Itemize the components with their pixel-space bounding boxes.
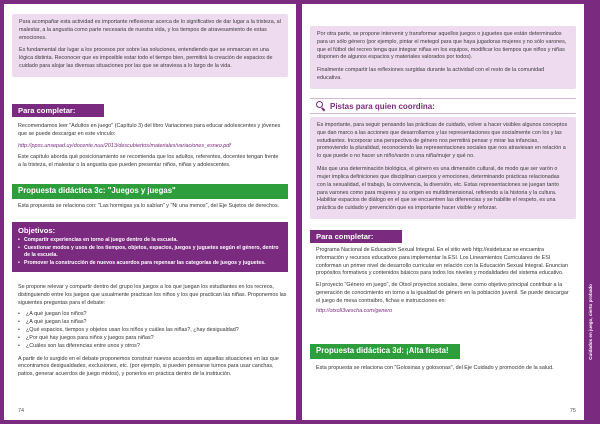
para-completar-section xyxy=(12,104,288,170)
intervention-box xyxy=(310,26,576,89)
pistas-header xyxy=(310,98,576,114)
objetivos-box xyxy=(12,222,288,272)
question-item: • ¿A qué juegan las niñas? xyxy=(18,319,288,327)
pistas-paragraph-1: Es importante, para seguir pensando las prácticas de cuidado, volver a hacer visibles algunos conceptos que dan marco a las acciones que desarrollamos y las representaciones que socialmente con los y las estudiantes. Incorporar una perspectiva de género nos permitirá pensar y mirar las infancias, promoviendo la pluralidad, reconociendo las representaciones sociales que nos atraviesan en relación a lo que puede o no hacer un niño/varón o una niña/mujer y qué no. xyxy=(317,122,568,160)
activity-paragraph-1: Se propone relevar y compartir dentro del grupo los juegos a los que juegan los estudiantes en los recreos, distinguiendo entre los juegos que usualmente practican los niños y los que practican las niñas. Proponemos las siguientes preguntas para el debate: xyxy=(18,284,287,306)
activity-paragraph-2: A partir de lo surgido en el debate proponemos construir nuevos acuerdos en aquellas situaciones en las que encontramos desigualdades, exclusiones, etc. (por ejemplo, si pueden pensarse turnos para usar canchas, patios, generar acuerdos de juego mixtos), y ponerlos en práctica dentro de la institución. xyxy=(18,355,279,378)
genero-en-juego-paragraph: El proyecto "Género en juego", de Otxol proyectos sociales, tiene como objetivo principal contribuir a la generación de conocimiento en torno a la igualdad de género en la población juvenil. Se puede descargar el juego de mesa contraibro, fichas e instrucciones en: xyxy=(316,282,569,304)
pistas-paragraph-2: Más que una determinación biológica, el género es una dimensión cultural, de modo que ser varón o mujer implica definiciones que disciplinan cuerpos y emociones, determinando prácticas relacionadas con la sexualidad, el trabajo, la convivencia, la diversión, etc. Estas representaciones se juegan tanto para varones como para mujeres y su origen es multidimensional, refiriendo a la historia y la cultura. Habilitar espacios de diálogo en el que se encuentren las diferencias y se habilite el respeto, es una práctica de cuidado y prevención que es importante hacer visible y reforzar. xyxy=(317,166,560,212)
resource-link[interactable]: http://ppss.unsepad.uy/docente.nuu/2013/descubiertos/materiales/variaciones_esneo.pdf xyxy=(18,142,231,149)
propuesta-3d-intro: Esta propuesta se relaciona con "Golosinas y golosonas", del Eje Cuidado y promoción de la salud. xyxy=(316,365,554,371)
para-completar-text: Recomendamos leer "Adultos en juego" (Capítulo 3) del libro Variaciones para educar adolescentes y jóvenes que se puede descargar en este vínculo: xyxy=(18,123,281,137)
page-number-right: 75 xyxy=(569,408,576,414)
magnifier-icon xyxy=(316,101,326,111)
propuesta-3d-section xyxy=(310,344,576,373)
right-page xyxy=(302,4,594,420)
propuesta-3c-section xyxy=(12,184,288,211)
page-number-left: 74 xyxy=(18,408,25,414)
side-tab-text: Cuidados en juego, cierto probado xyxy=(588,284,593,360)
intervention-paragraph-1: Por otra parte, se propone intervenir y transformar aquellos juegos o juguetes que están determinados para un sólo género (por ejemplo, pintar el metegol para que haya jugadoras mujeres y no sólo varones, que el fútbol del recreo tenga que integrar niñas en los equipos, modificar los tiempos que niños y niñas disponen de algunos espacios y materiales valorados por todos). xyxy=(317,31,567,61)
side-tab xyxy=(584,4,594,420)
objetivos-title: Objetivos: xyxy=(18,226,56,235)
esi-paragraph: Programa Nacional de Educación Sexual Integral. En el sitio web http://esidetucar se encuentra información y recursos educativos para implementar la ESI. Los Lineamientos Curriculares de ESI conforman un primer nivel de desarrollo curricular en relación con la Educación Sexual Integral. Enuncian propósitos formativos y contenidos básicos para todos los niveles y modalidades del sistema educativo. xyxy=(316,247,568,277)
question-item: • ¿Cuáles son las diferencias entre unos y otros? xyxy=(18,343,288,351)
para-completar-right-header: Para completar: xyxy=(310,230,402,243)
propuesta-3c-intro: Esta propuesta se relaciona con: "Las hormigas ya lo sabían" y "Ni una menos", del Eje Sujetos de derechos. xyxy=(18,203,280,209)
question-item: • ¿A qué juegan los niños? xyxy=(18,311,288,319)
genero-link[interactable]: http://otxoll3vescha.com/genero xyxy=(316,307,393,314)
debate-questions xyxy=(18,311,288,350)
objetivo-item: • Compartir experiencias en torno al juego dentro de la escuela. xyxy=(18,237,282,245)
para-completar-right-section xyxy=(310,230,576,316)
pistas-section xyxy=(310,98,576,219)
left-page xyxy=(4,4,296,420)
question-item: • ¿Por qué hay juegos para niños y juegos para niñas? xyxy=(18,335,288,343)
objetivo-item: • Promover la construcción de nuevos acuerdos para repensar las categorías de juegos y juguetes. xyxy=(18,260,282,268)
propuesta-3d-header: Propuesta didáctica 3d: ¡Alta fiesta! xyxy=(310,344,460,359)
question-item: • ¿Qué espacios, tiempos y objetos usan los niños y cuáles las niñas?, ¿hay desigualdad? xyxy=(18,327,288,335)
activity-body xyxy=(18,284,288,379)
propuesta-3c-header: Propuesta didáctica 3c: "Juegos y juegas" xyxy=(12,184,288,199)
para-completar-description: Este capítulo aborda qué posicionamiento se recomienda que los adultos, referentes, docentes tengan frente a la tristeza, el malestar o la angustia que pueden presentar niños, niñas y adolescentes. xyxy=(18,154,279,169)
pistas-title: Pistas para quien coordina: xyxy=(330,101,435,111)
intervention-paragraph-2: Finalmente compartir las reflexiones surgidas durante la actividad con el resto de la comunidad educativa. xyxy=(317,67,545,82)
reflection-paragraph-1: Para acompañar esta actividad es importante reflexionar acerca de lo significativo de dar lugar a la tristeza, al malestar, a la angustia como parte necesaria de nuestra vida, y los tiempos de atravesamiento de estas emociones. xyxy=(19,19,281,41)
reflection-paragraph-2: Es fundamental dar lugar a los procesos por sobre las soluciones, entendiendo que se enmarcan en una lógica distinta. Reconocer que es imposible estar todo el tiempo bien, permitirá la creación de espacios de cuidado para alojar las diversas situaciones por las que se atraviesa a lo largo de la vida. xyxy=(19,47,273,70)
para-completar-header: Para completar: xyxy=(12,104,104,117)
objetivo-item: • Cuestionar modos y usos de los tiempos, objetos, espacios, juegos y juguetes según el género, dentro de la escuela. xyxy=(18,245,282,260)
reflection-box xyxy=(12,14,288,77)
